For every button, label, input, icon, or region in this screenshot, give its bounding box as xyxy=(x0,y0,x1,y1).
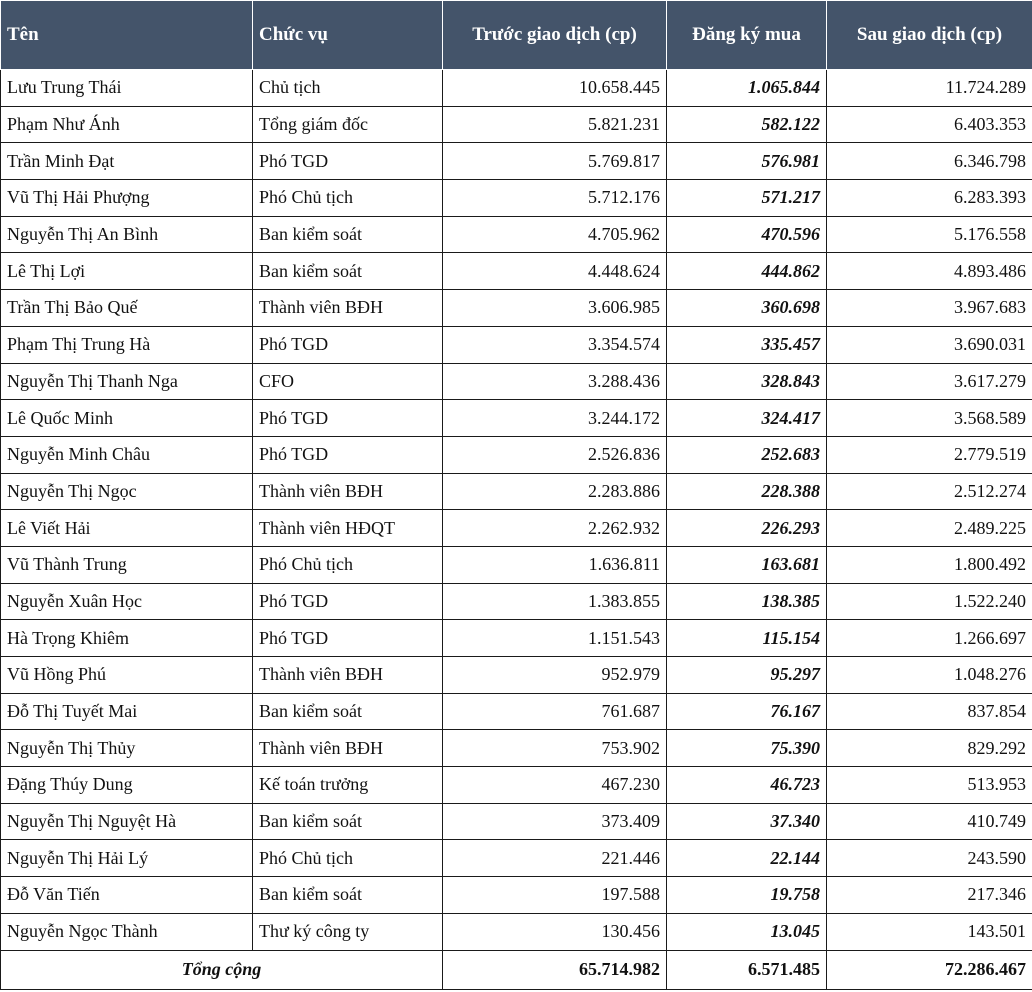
cell-after: 6.403.353 xyxy=(827,106,1032,143)
cell-buy: 95.297 xyxy=(667,657,827,694)
cell-before: 3.606.985 xyxy=(443,290,667,327)
table-row xyxy=(1,510,1032,547)
cell-before: 197.588 xyxy=(443,877,667,914)
cell-name: Trần Minh Đạt xyxy=(1,143,253,180)
cell-name: Phạm Thị Trung Hà xyxy=(1,326,253,363)
cell-role: Thành viên BĐH xyxy=(253,290,443,327)
cell-after: 3.617.279 xyxy=(827,363,1032,400)
cell-role: Thành viên BĐH xyxy=(253,730,443,767)
table-row xyxy=(1,290,1032,327)
cell-role: Tổng giám đốc xyxy=(253,106,443,143)
table-row xyxy=(1,143,1032,180)
cell-after: 1.522.240 xyxy=(827,583,1032,620)
cell-after: 2.779.519 xyxy=(827,436,1032,473)
cell-role: Ban kiểm soát xyxy=(253,877,443,914)
table-row xyxy=(1,326,1032,363)
table-row xyxy=(1,913,1032,950)
cell-buy: 324.417 xyxy=(667,400,827,437)
cell-buy: 1.065.844 xyxy=(667,70,827,107)
cell-before: 221.446 xyxy=(443,840,667,877)
cell-after: 837.854 xyxy=(827,693,1032,730)
cell-buy: 226.293 xyxy=(667,510,827,547)
cell-name: Hà Trọng Khiêm xyxy=(1,620,253,657)
cell-name: Nguyễn Xuân Học xyxy=(1,583,253,620)
cell-before: 3.288.436 xyxy=(443,363,667,400)
cell-after: 1.048.276 xyxy=(827,657,1032,694)
cell-role: Ban kiểm soát xyxy=(253,803,443,840)
cell-after: 2.489.225 xyxy=(827,510,1032,547)
table-row xyxy=(1,657,1032,694)
cell-role: Phó TGD xyxy=(253,143,443,180)
cell-before: 130.456 xyxy=(443,913,667,950)
cell-name: Lưu Trung Thái xyxy=(1,70,253,107)
cell-buy: 335.457 xyxy=(667,326,827,363)
cell-name: Đỗ Văn Tiến xyxy=(1,877,253,914)
cell-buy: 444.862 xyxy=(667,253,827,290)
table-row xyxy=(1,70,1032,107)
cell-name: Vũ Hồng Phú xyxy=(1,657,253,694)
cell-buy: 328.843 xyxy=(667,363,827,400)
table-row xyxy=(1,730,1032,767)
cell-role: Phó Chủ tịch xyxy=(253,840,443,877)
table-row xyxy=(1,546,1032,583)
cell-name: Nguyễn Thị Nguyệt Hà xyxy=(1,803,253,840)
cell-name: Lê Viết Hải xyxy=(1,510,253,547)
table-row xyxy=(1,436,1032,473)
cell-role: Thành viên BĐH xyxy=(253,657,443,694)
table-row xyxy=(1,106,1032,143)
cell-before: 5.712.176 xyxy=(443,180,667,217)
cell-before: 5.769.817 xyxy=(443,143,667,180)
cell-after: 143.501 xyxy=(827,913,1032,950)
cell-before: 2.262.932 xyxy=(443,510,667,547)
table-row xyxy=(1,363,1032,400)
cell-before: 1.383.855 xyxy=(443,583,667,620)
cell-role: Ban kiểm soát xyxy=(253,253,443,290)
cell-buy: 115.154 xyxy=(667,620,827,657)
cell-after: 3.568.589 xyxy=(827,400,1032,437)
table-row xyxy=(1,803,1032,840)
cell-buy: 37.340 xyxy=(667,803,827,840)
table-row xyxy=(1,767,1032,804)
cell-buy: 252.683 xyxy=(667,436,827,473)
cell-buy: 360.698 xyxy=(667,290,827,327)
cell-role: Phó TGD xyxy=(253,436,443,473)
header-name: Tên xyxy=(1,1,253,70)
cell-before: 1.151.543 xyxy=(443,620,667,657)
cell-name: Đỗ Thị Tuyết Mai xyxy=(1,693,253,730)
table-row xyxy=(1,583,1032,620)
table-row xyxy=(1,840,1032,877)
header-after: Sau giao dịch (cp) xyxy=(827,1,1032,70)
cell-role: Phó TGD xyxy=(253,326,443,363)
cell-buy: 576.981 xyxy=(667,143,827,180)
cell-buy: 46.723 xyxy=(667,767,827,804)
header-before: Trước giao dịch (cp) xyxy=(443,1,667,70)
header-role: Chức vụ xyxy=(253,1,443,70)
cell-role: Phó TGD xyxy=(253,620,443,657)
cell-before: 4.448.624 xyxy=(443,253,667,290)
cell-name: Phạm Như Ánh xyxy=(1,106,253,143)
cell-name: Nguyễn Thị Thủy xyxy=(1,730,253,767)
table-row xyxy=(1,180,1032,217)
cell-name: Nguyễn Minh Châu xyxy=(1,436,253,473)
cell-name: Nguyễn Thị Ngọc xyxy=(1,473,253,510)
cell-role: Phó Chủ tịch xyxy=(253,546,443,583)
cell-before: 3.244.172 xyxy=(443,400,667,437)
cell-after: 11.724.289 xyxy=(827,70,1032,107)
table-row xyxy=(1,400,1032,437)
cell-after: 410.749 xyxy=(827,803,1032,840)
cell-name: Đặng Thúy Dung xyxy=(1,767,253,804)
cell-after: 513.953 xyxy=(827,767,1032,804)
cell-before: 3.354.574 xyxy=(443,326,667,363)
cell-after: 3.967.683 xyxy=(827,290,1032,327)
cell-buy: 13.045 xyxy=(667,913,827,950)
cell-name: Vũ Thị Hải Phượng xyxy=(1,180,253,217)
cell-buy: 163.681 xyxy=(667,546,827,583)
table-row xyxy=(1,620,1032,657)
total-before: 65.714.982 xyxy=(443,950,667,989)
cell-after: 4.893.486 xyxy=(827,253,1032,290)
cell-name: Nguyễn Thị Thanh Nga xyxy=(1,363,253,400)
cell-after: 243.590 xyxy=(827,840,1032,877)
cell-buy: 138.385 xyxy=(667,583,827,620)
cell-role: CFO xyxy=(253,363,443,400)
cell-role: Phó TGD xyxy=(253,400,443,437)
table-row xyxy=(1,216,1032,253)
total-row xyxy=(1,950,1032,989)
cell-after: 6.346.798 xyxy=(827,143,1032,180)
cell-role: Chủ tịch xyxy=(253,70,443,107)
cell-before: 753.902 xyxy=(443,730,667,767)
cell-name: Nguyễn Thị An Bình xyxy=(1,216,253,253)
table-row xyxy=(1,473,1032,510)
cell-buy: 228.388 xyxy=(667,473,827,510)
cell-before: 1.636.811 xyxy=(443,546,667,583)
cell-before: 5.821.231 xyxy=(443,106,667,143)
cell-after: 1.800.492 xyxy=(827,546,1032,583)
cell-after: 3.690.031 xyxy=(827,326,1032,363)
cell-name: Lê Quốc Minh xyxy=(1,400,253,437)
cell-before: 467.230 xyxy=(443,767,667,804)
cell-role: Phó TGD xyxy=(253,583,443,620)
cell-before: 761.687 xyxy=(443,693,667,730)
cell-after: 1.266.697 xyxy=(827,620,1032,657)
table-row xyxy=(1,253,1032,290)
cell-after: 829.292 xyxy=(827,730,1032,767)
total-label: Tổng cộng xyxy=(1,950,443,989)
cell-name: Lê Thị Lợi xyxy=(1,253,253,290)
cell-role: Ban kiểm soát xyxy=(253,216,443,253)
table-row xyxy=(1,693,1032,730)
cell-after: 217.346 xyxy=(827,877,1032,914)
table-body xyxy=(1,70,1032,990)
total-after: 72.286.467 xyxy=(827,950,1032,989)
cell-role: Thành viên HĐQT xyxy=(253,510,443,547)
cell-buy: 470.596 xyxy=(667,216,827,253)
cell-name: Nguyễn Thị Hải Lý xyxy=(1,840,253,877)
cell-before: 952.979 xyxy=(443,657,667,694)
cell-before: 373.409 xyxy=(443,803,667,840)
cell-before: 2.283.886 xyxy=(443,473,667,510)
cell-buy: 582.122 xyxy=(667,106,827,143)
cell-role: Kế toán trưởng xyxy=(253,767,443,804)
cell-role: Thư ký công ty xyxy=(253,913,443,950)
cell-name: Nguyễn Ngọc Thành xyxy=(1,913,253,950)
cell-buy: 19.758 xyxy=(667,877,827,914)
cell-role: Phó Chủ tịch xyxy=(253,180,443,217)
total-buy: 6.571.485 xyxy=(667,950,827,989)
cell-buy: 22.144 xyxy=(667,840,827,877)
cell-before: 2.526.836 xyxy=(443,436,667,473)
cell-role: Thành viên BĐH xyxy=(253,473,443,510)
table-header xyxy=(1,1,1032,70)
cell-name: Vũ Thành Trung xyxy=(1,546,253,583)
cell-after: 2.512.274 xyxy=(827,473,1032,510)
table-row xyxy=(1,877,1032,914)
cell-before: 10.658.445 xyxy=(443,70,667,107)
cell-buy: 75.390 xyxy=(667,730,827,767)
cell-before: 4.705.962 xyxy=(443,216,667,253)
cell-name: Trần Thị Bảo Quế xyxy=(1,290,253,327)
cell-after: 6.283.393 xyxy=(827,180,1032,217)
cell-after: 5.176.558 xyxy=(827,216,1032,253)
cell-role: Ban kiểm soát xyxy=(253,693,443,730)
header-row xyxy=(1,1,1032,70)
header-buy: Đăng ký mua xyxy=(667,1,827,70)
cell-buy: 76.167 xyxy=(667,693,827,730)
cell-buy: 571.217 xyxy=(667,180,827,217)
